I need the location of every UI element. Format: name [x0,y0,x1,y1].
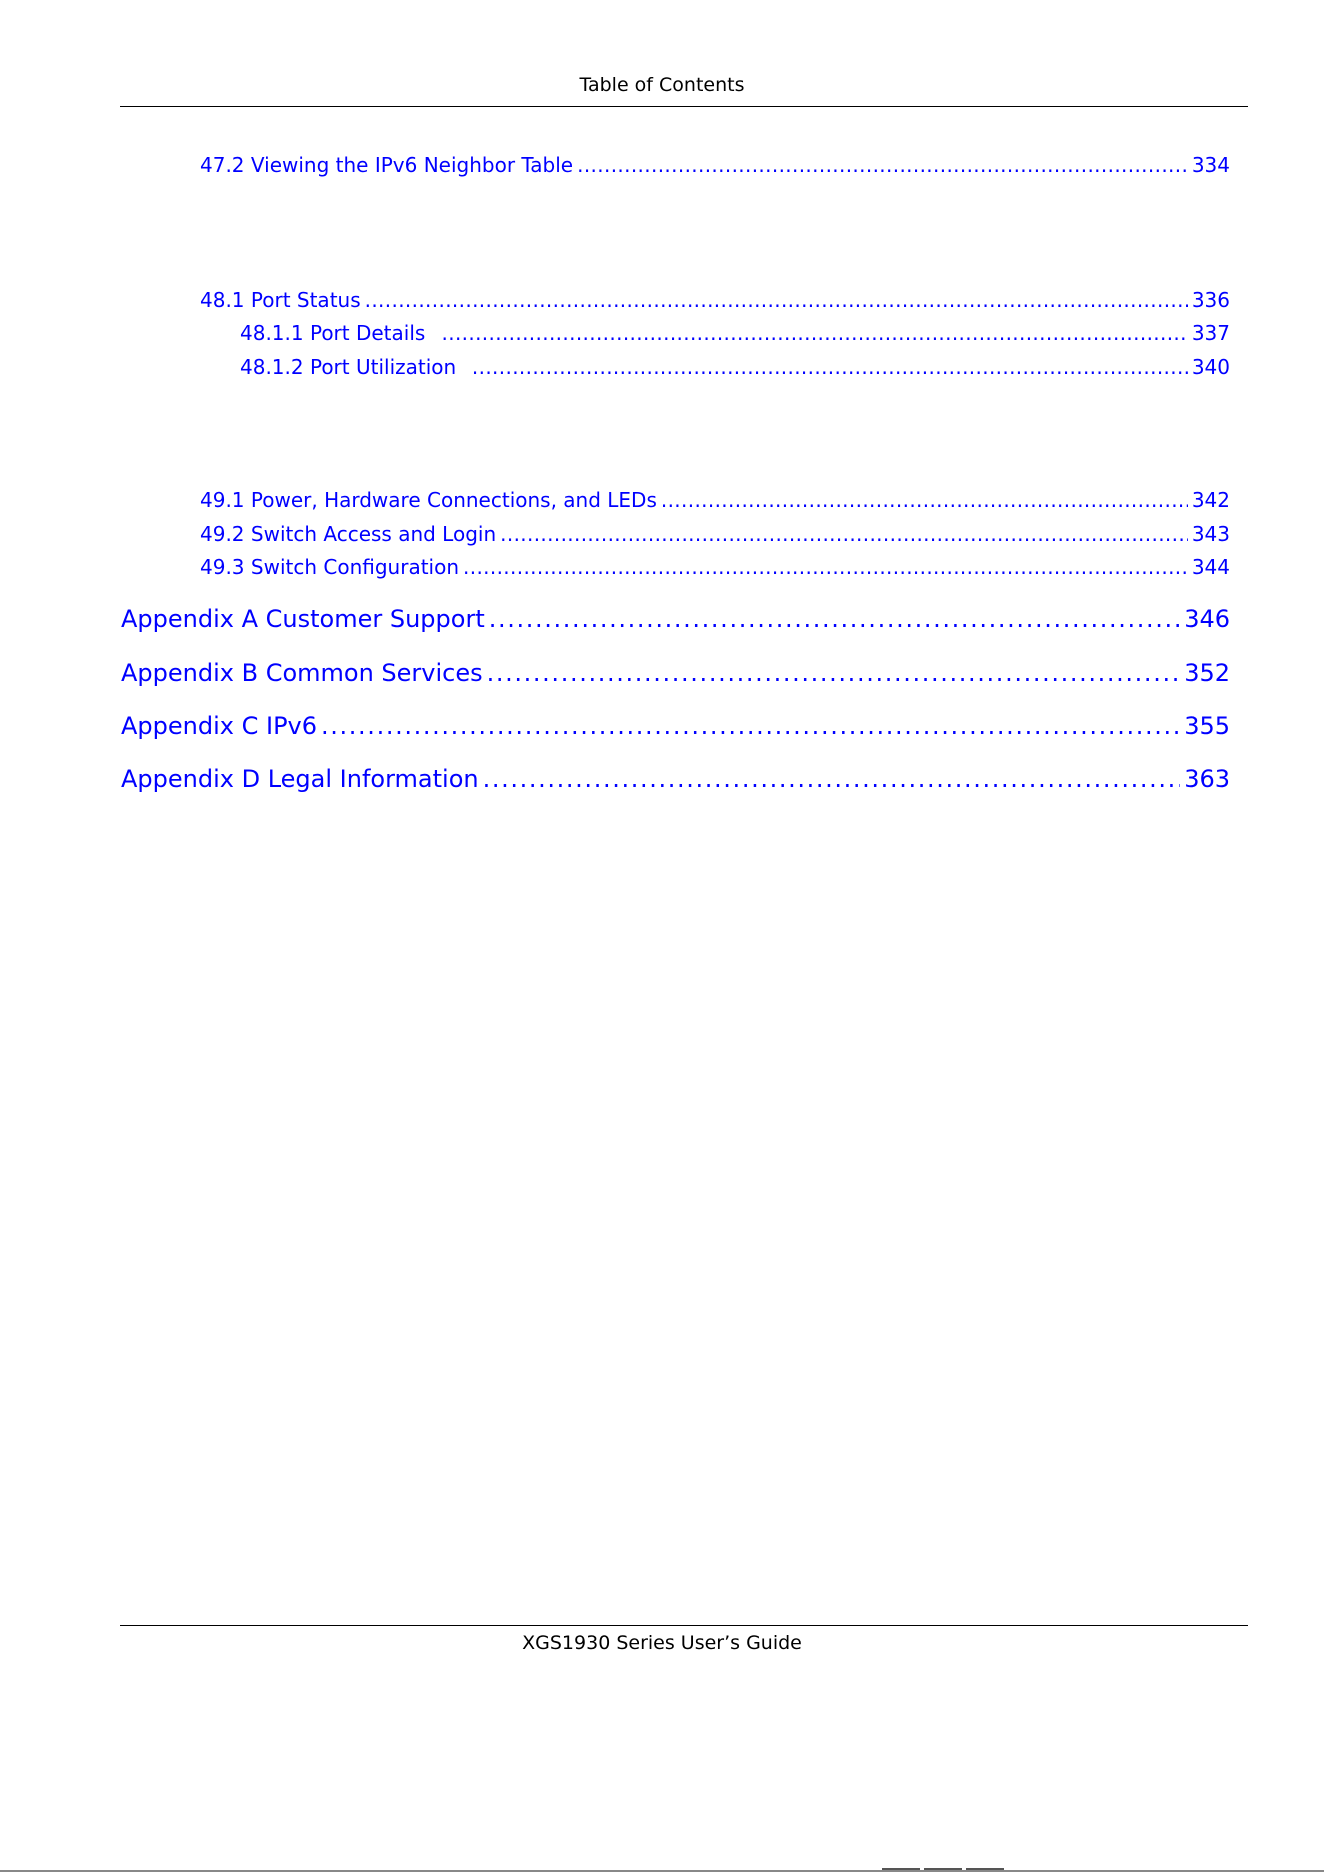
toc-entry-appendix-c[interactable] [121,712,1230,740]
toc-entry-label: Appendix A Customer Support [121,605,485,633]
toc-entry-48-1[interactable] [200,288,1230,312]
toc-entry-appendix-b[interactable] [121,659,1230,687]
toc-entry-47-2[interactable] [200,153,1230,177]
toc-entry-48-1-1[interactable] [240,321,1230,345]
toc-leader-dots [321,712,1180,740]
toc-entry-page: 352 [1184,659,1230,687]
toc-entry-page: 355 [1184,712,1230,740]
toc-entry-appendix-d[interactable] [121,765,1230,793]
toc-entry-49-3[interactable] [200,555,1230,579]
toc-entry-label: 47.2 Viewing the IPv6 Neighbor Table [200,153,574,177]
toc-entry-label: 48.1 Port Status [200,288,361,312]
toc-leader-dots [472,355,1188,379]
toc-entry-49-2[interactable] [200,522,1230,546]
toc-leader-dots [661,488,1188,512]
toc-entry-label: 49.1 Power, Hardware Connections, and LEDs [200,488,657,512]
footer-rule [120,1625,1248,1626]
toc-leader-dots [365,288,1188,312]
toc-leader-dots [577,153,1188,177]
toc-entry-49-1[interactable] [200,488,1230,512]
toc-entry-page: 343 [1191,522,1230,546]
toc-leader-dots [487,659,1181,687]
toc-leader-dots [483,765,1181,793]
toc-entry-page: 340 [1191,355,1230,379]
toc-entry-page: 337 [1191,321,1230,345]
toc-entry-page: 346 [1184,605,1230,633]
toc-leader-dots [463,555,1188,579]
toc-entry-label: Appendix D Legal Information [121,765,479,793]
toc-entry-label: 48.1.1 Port Details [240,321,426,345]
toc-leader-dots [500,522,1188,546]
toc-entry-label: Appendix B Common Services [121,659,483,687]
toc-entry-48-1-2[interactable] [240,355,1230,379]
toc-entry-appendix-a[interactable] [121,605,1230,633]
toc-entry-label: 49.2 Switch Access and Login [200,522,497,546]
toc-entry-page: 344 [1191,555,1230,579]
toc-entry-label: 49.3 Switch Configuration [200,555,460,579]
header-title: Table of Contents [579,74,745,96]
toc-leader-dots [442,321,1188,345]
toc-entry-page: 334 [1191,153,1230,177]
toc-entry-page: 363 [1184,765,1230,793]
toc-entry-page: 342 [1191,488,1230,512]
footer-title: XGS1930 Series User’s Guide [522,1632,802,1654]
toc-leader-dots [489,605,1180,633]
toc-entry-label: 48.1.2 Port Utilization [240,355,457,379]
toc-entry-label: Appendix C IPv6 [121,712,318,740]
toc-entry-page: 336 [1191,288,1230,312]
